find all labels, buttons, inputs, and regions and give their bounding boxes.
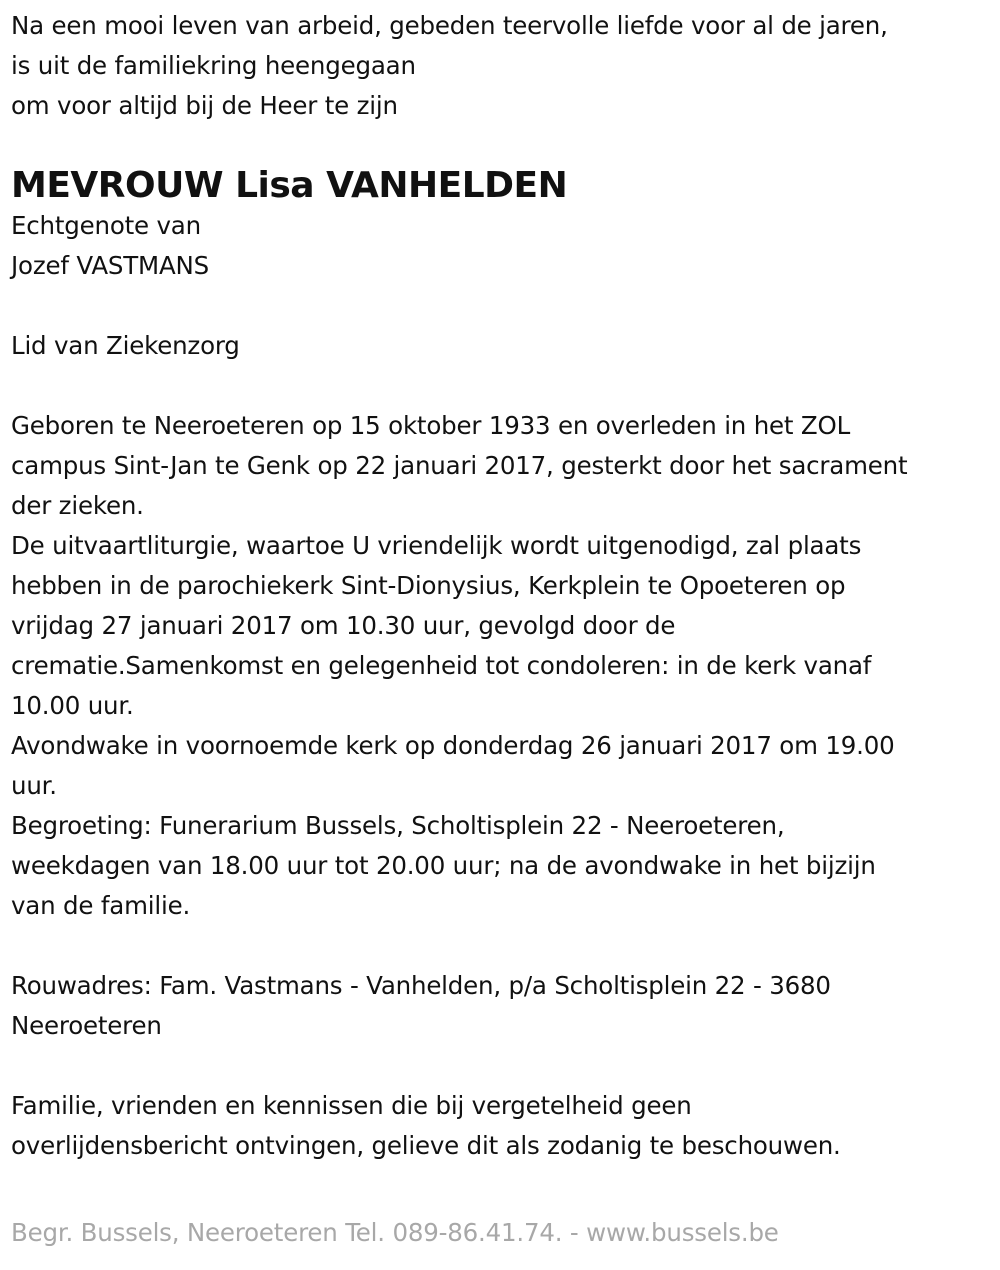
- spacer: [11, 286, 996, 326]
- intro-line: om voor altijd bij de Heer te zijn: [11, 91, 398, 120]
- intro-line: is uit de familiekring heengegaan: [11, 51, 416, 80]
- details-line: crematie.Samenkomst en gelegenheid tot condoleren: in de kerk vanaf: [11, 651, 872, 680]
- intro-section: [11, 6, 996, 126]
- details-line: hebben in de parochiekerk Sint-Dionysius, Kerkplein te Opoeteren op: [11, 571, 846, 600]
- details-line: uur.: [11, 771, 57, 800]
- details-line: Begroeting: Funerarium Bussels, Scholtisplein 22 - Neeroeteren,: [11, 811, 785, 840]
- details-line: vrijdag 27 januari 2017 om 10.30 uur, gevolgd door de: [11, 611, 676, 640]
- details-line: campus Sint-Jan te Genk op 22 januari 2017, gesterkt door het sacrament: [11, 451, 908, 480]
- details-line: 10.00 uur.: [11, 691, 134, 720]
- spacer: [11, 926, 996, 966]
- details-line: Avondwake in voornoemde kerk op donderdag 26 januari 2017 om 19.00: [11, 731, 895, 760]
- closing-line: Familie, vrienden en kennissen die bij vergetelheid geen: [11, 1091, 692, 1120]
- closing-line: overlijdensbericht ontvingen, gelieve dit als zodanig te beschouwen.: [11, 1131, 841, 1160]
- spouse-name: Jozef VASTMANS: [11, 251, 210, 280]
- closing-section: [11, 1086, 996, 1166]
- spouse-label: Echtgenote van: [11, 211, 201, 240]
- details-line: der zieken.: [11, 491, 144, 520]
- details-section: [11, 406, 996, 926]
- membership: Lid van Ziekenzorg: [11, 331, 240, 360]
- intro-line: Na een mooi leven van arbeid, gebeden teervolle liefde voor al de jaren,: [11, 11, 888, 40]
- spacer: [11, 1046, 996, 1086]
- death-notice: [11, 6, 996, 1166]
- details-line: van de familie.: [11, 891, 191, 920]
- funeral-home-footer: Begr. Bussels, Neeroeteren Tel. 089-86.41.74. - www.bussels.be: [11, 1218, 779, 1247]
- address-section: [11, 966, 996, 1046]
- spouse-section: [11, 206, 996, 286]
- address-line: Rouwadres: Fam. Vastmans - Vanhelden, p/a Scholtisplein 22 - 3680: [11, 971, 831, 1000]
- details-line: De uitvaartliturgie, waartoe U vriendelijk wordt uitgenodigd, zal plaats: [11, 531, 862, 560]
- deceased-name: MEVROUW Lisa VANHELDEN: [11, 165, 568, 206]
- spacer: [11, 366, 996, 406]
- details-line: Geboren te Neeroeteren op 15 oktober 1933 en overleden in het ZOL: [11, 411, 851, 440]
- details-line: weekdagen van 18.00 uur tot 20.00 uur; na de avondwake in het bijzijn: [11, 851, 876, 880]
- address-line: Neeroeteren: [11, 1011, 162, 1040]
